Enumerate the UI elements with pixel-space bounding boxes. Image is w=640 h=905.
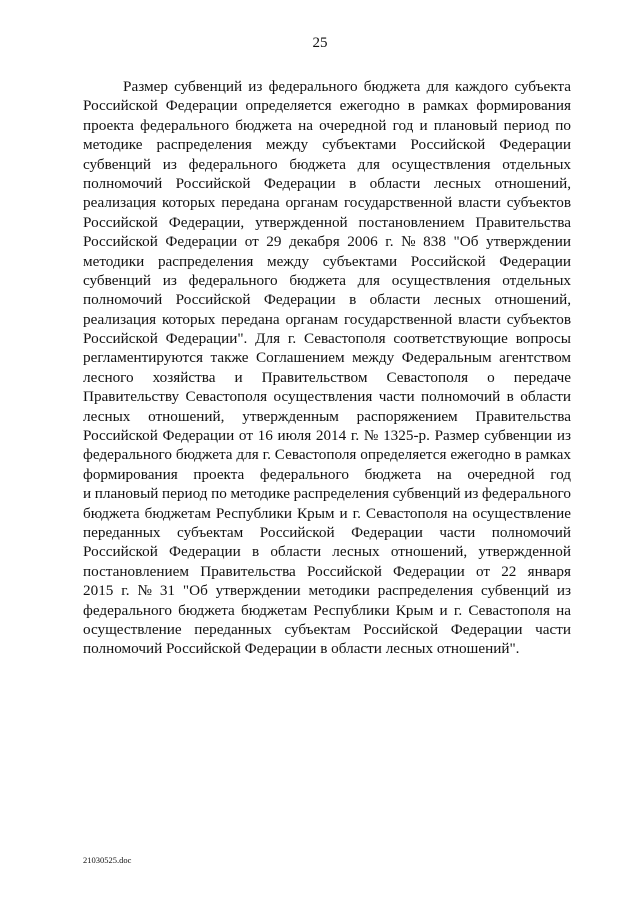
- paragraph-line: регламентируются также Соглашением между Федеральным агентством: [83, 349, 571, 367]
- paragraph-line: осуществление переданных субъектам Российской Федерации части: [83, 620, 571, 638]
- paragraph-line: Российской Федерации в области лесных отношений, утвержденной: [83, 543, 571, 561]
- page-number: 25: [312, 35, 328, 51]
- paragraph-line: Российской Федерации определяется ежегодно в рамках формирования: [83, 97, 571, 115]
- paragraph-line: субвенций из федерального бюджета для осуществления отдельных: [83, 155, 571, 173]
- paragraph-line: методике распределения между субъектами Российской Федерации: [83, 136, 571, 154]
- paragraph-line: 2015 г. № 31 "Об утверждении методики распределения субвенций из: [83, 582, 571, 600]
- paragraph-line: и плановый период по методике распределения субвенций из федерального: [83, 485, 571, 503]
- paragraph-line: методики распределения между субъектами Российской Федерации: [83, 252, 571, 270]
- paragraph-line: Правительству Севастополя осуществления части полномочий в области: [83, 388, 571, 406]
- main-paragraph: [83, 77, 571, 659]
- paragraph-line: полномочий Российской Федерации в области лесных отношений,: [83, 291, 571, 309]
- paragraph-line: реализация которых передана органам государственной власти субъектов: [83, 194, 571, 212]
- paragraph-line: полномочий Российской Федерации в области лесных отношений,: [83, 174, 571, 192]
- paragraph-line: Российской Федерации, утвержденной постановлением Правительства: [83, 213, 571, 231]
- paragraph-line: федерального бюджета для г. Севастополя определяется ежегодно в рамках: [83, 446, 571, 464]
- paragraph-line: полномочий Российской Федерации в области лесных отношений".: [83, 640, 520, 658]
- paragraph-line: субвенций из федерального бюджета для осуществления отдельных: [83, 271, 571, 289]
- paragraph-line: Российской Федерации от 29 декабря 2006 г. № 838 "Об утверждении: [83, 233, 571, 251]
- paragraph-line: лесных отношений, утвержденным распоряжением Правительства: [83, 407, 571, 425]
- footer-filename: 21030525.doc: [83, 855, 132, 865]
- paragraph-line: постановлением Правительства Российской Федерации от 22 января: [83, 562, 571, 580]
- paragraph-line: Российской Федерации". Для г. Севастополя соответствующие вопросы: [83, 330, 571, 348]
- paragraph-line: формирования проекта федерального бюджета на очередной год: [83, 465, 571, 483]
- paragraph-line: бюджета бюджетам Республики Крым и г. Севастополя на осуществление: [83, 504, 571, 522]
- paragraph-line: проекта федерального бюджета на очередной год и плановый период по: [83, 116, 571, 134]
- paragraph-line: переданных субъектам Российской Федерации части полномочий: [83, 523, 571, 541]
- paragraph-line: реализация которых передана органам государственной власти субъектов: [83, 310, 571, 328]
- paragraph-line: Российской Федерации от 16 июля 2014 г. № 1325-р. Размер субвенции из: [83, 427, 571, 445]
- paragraph-line: лесного хозяйства и Правительством Севастополя о передаче: [83, 368, 571, 386]
- paragraph-line: Размер субвенций из федерального бюджета для каждого субъекта: [123, 78, 571, 95]
- paragraph-line: федерального бюджета бюджетам Республики Крым и г. Севастополя на: [83, 601, 571, 619]
